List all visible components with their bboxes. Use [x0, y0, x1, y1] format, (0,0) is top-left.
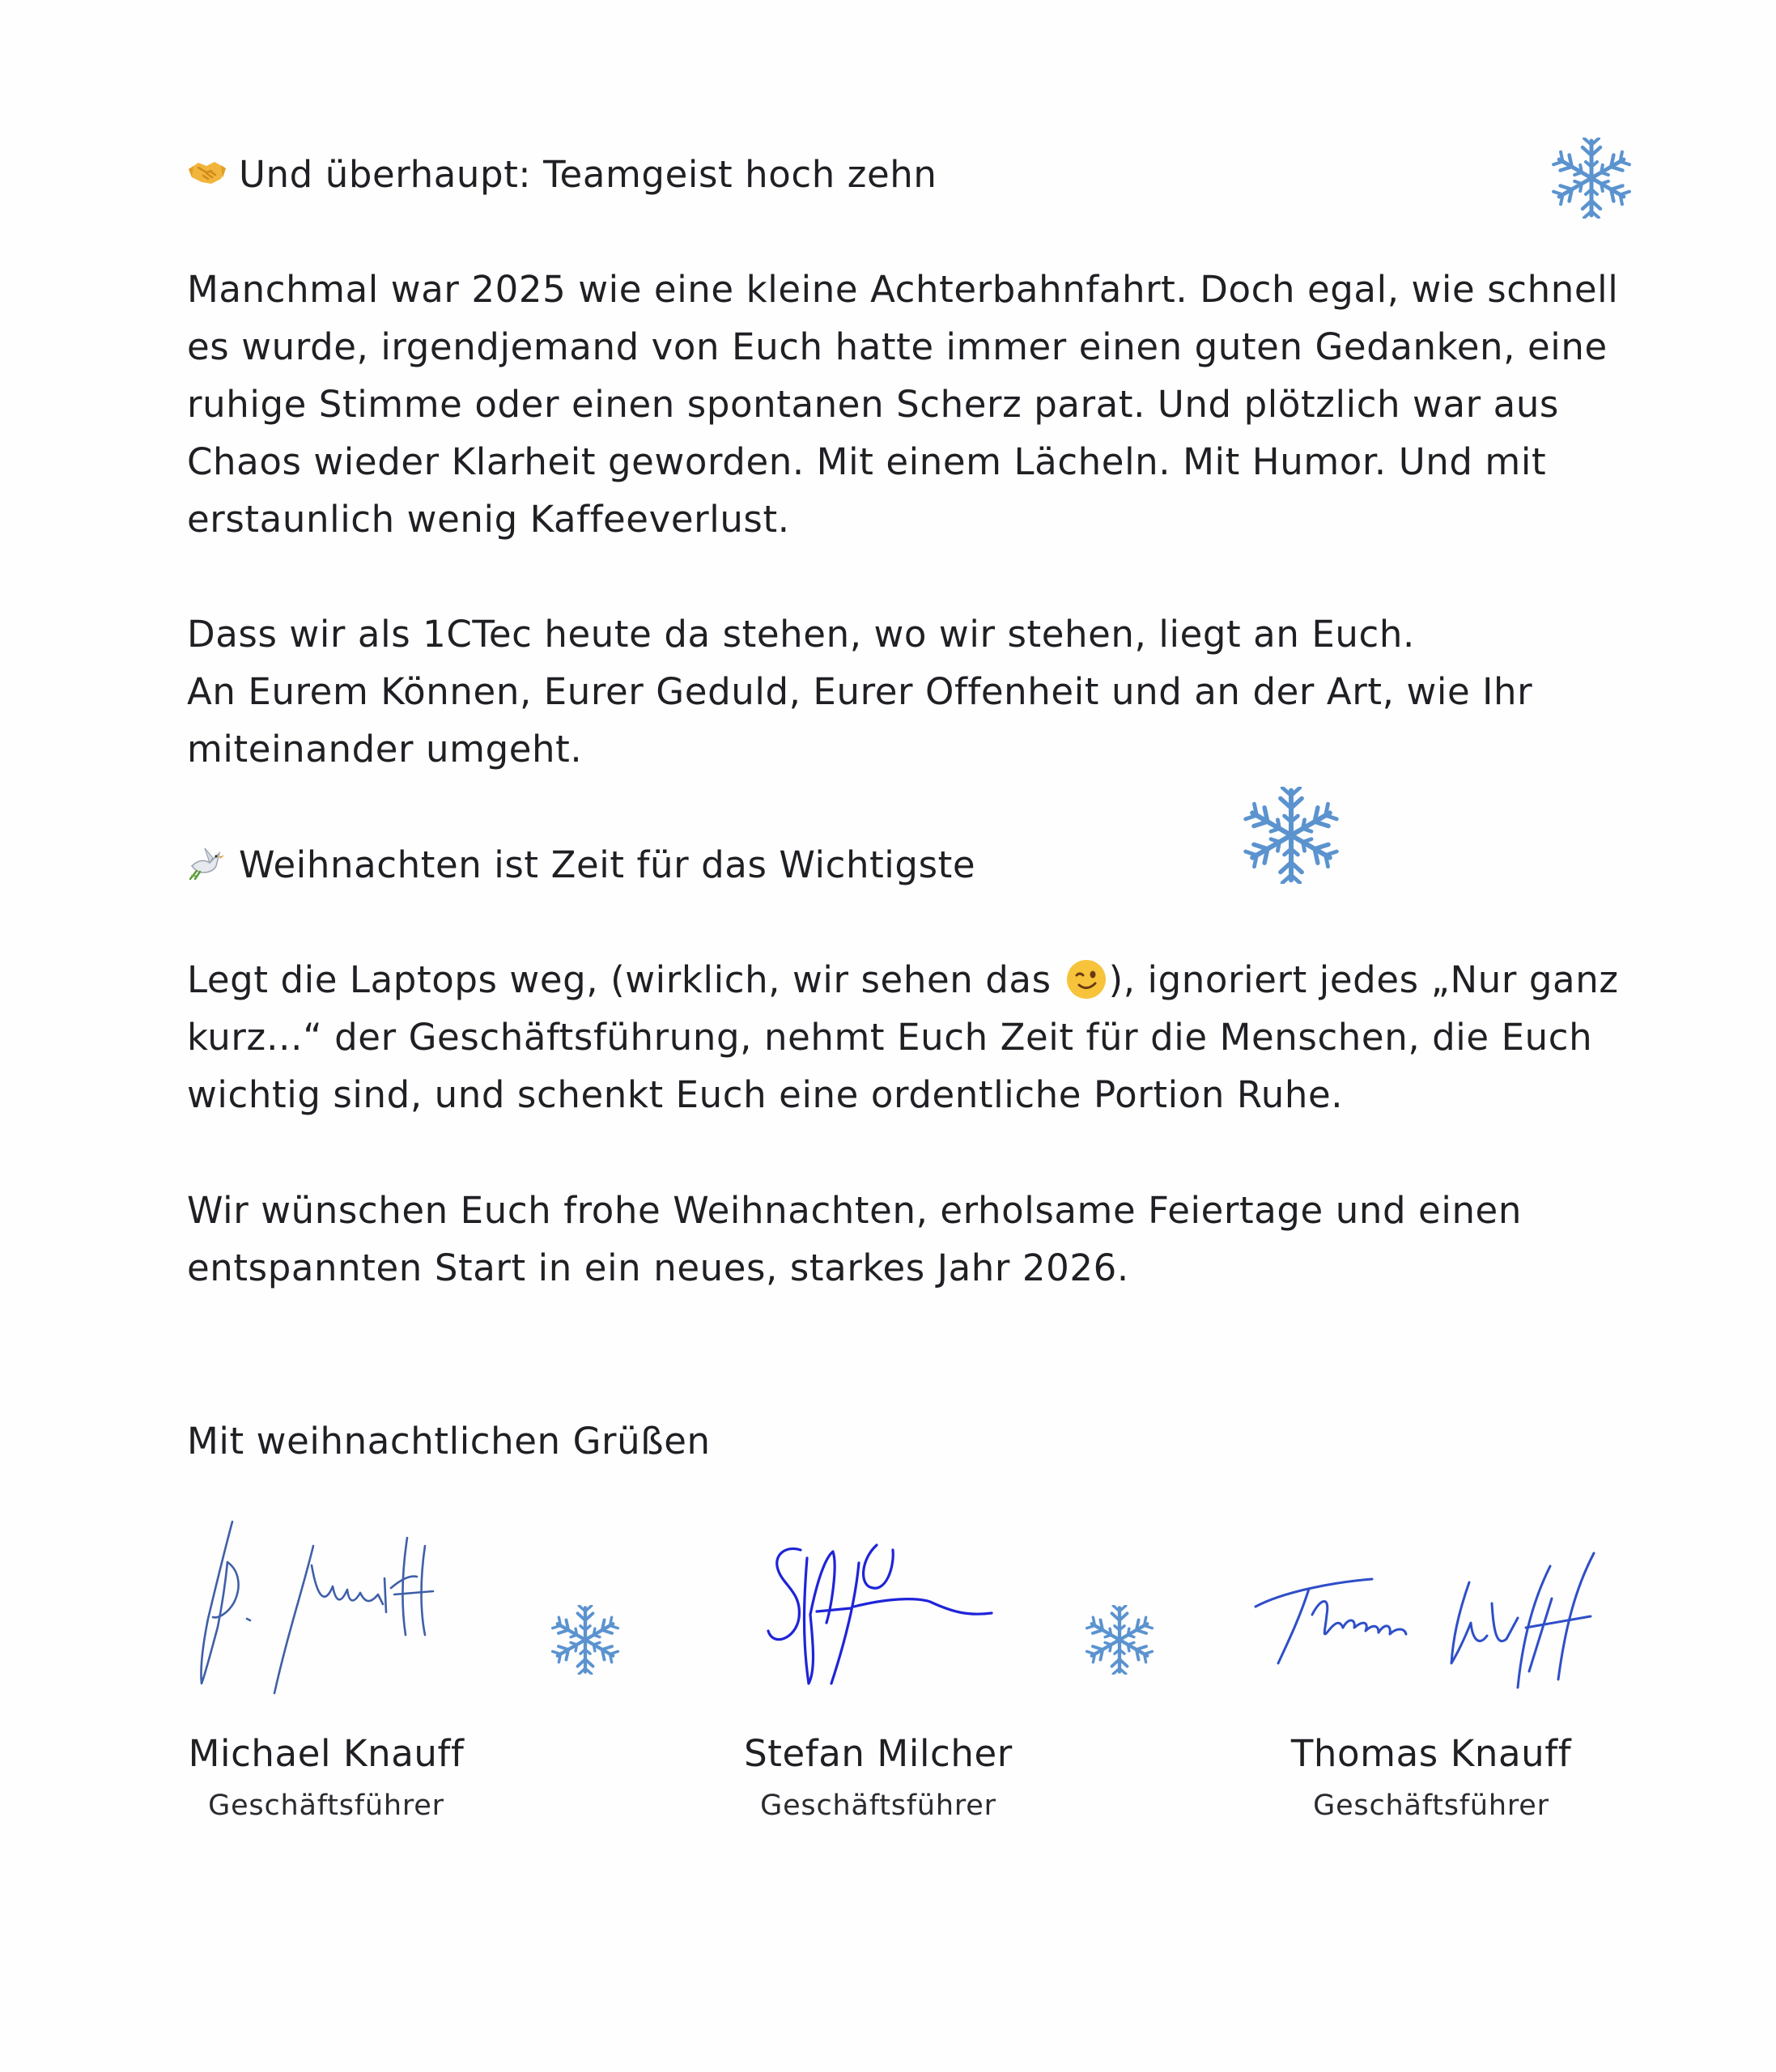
closing-greeting: Mit weihnachtlichen Grüßen — [187, 1420, 711, 1463]
paragraph-line: Dass wir als 1CTec heute da stehen, wo wir stehen, liegt an Euch. — [187, 613, 1415, 656]
section-heading-text: Und überhaupt: Teamgeist hoch zehn — [239, 153, 937, 196]
paragraph-line: ruhige Stimme oder einen spontanen Scherz parat. Und plötzlich war aus — [187, 383, 1559, 426]
paragraph-line — [187, 951, 1619, 1008]
paragraph-line: Chaos wieder Klarheit geworden. Mit einem Lächeln. Mit Humor. Und mit — [187, 440, 1547, 483]
paragraph-line: Manchmal war 2025 wie eine kleine Achterbahnfahrt. Doch egal, wie schnell — [187, 268, 1619, 311]
paragraph-line: es wurde, irgendjemand von Euch hatte immer einen guten Gedanken, eine — [187, 325, 1608, 368]
paragraph-line: An Eurem Können, Eurer Geduld, Eurer Offenheit und an der Art, wie Ihr — [187, 670, 1533, 713]
signatory-role: Geschäftsführer — [760, 1790, 996, 1822]
snowflake-icon — [1243, 787, 1340, 884]
paragraph-line: miteinander umgeht. — [187, 728, 583, 771]
paragraph-line: erstaunlich wenig Kaffeeverlust. — [187, 498, 790, 541]
snowflake-icon — [1085, 1605, 1154, 1675]
section-heading-teamgeist — [187, 146, 937, 203]
dove-icon — [187, 841, 227, 881]
paragraph-line: kurz…“ der Geschäftsführung, nehmt Euch Zeit für die Menschen, die Euch — [187, 1016, 1593, 1059]
winking-face-icon — [1065, 958, 1107, 1000]
signature-thomas-knauff — [1251, 1550, 1615, 1696]
paragraph-text: Legt die Laptops weg, (wirklich, wir sehen das — [187, 958, 1064, 1001]
paragraph-line: entspannten Start in ein neues, starkes Jahr 2026. — [187, 1246, 1129, 1289]
snowflake-icon — [550, 1605, 620, 1675]
signature-michael-knauff — [190, 1514, 457, 1708]
section-heading-text: Weihnachten ist Zeit für das Wichtigste — [239, 843, 976, 886]
signatory-name: Thomas Knauff — [1290, 1732, 1572, 1775]
paragraph-line: Wir wünschen Euch frohe Weihnachten, erholsame Feiertage und einen — [187, 1189, 1522, 1232]
signatory-name: Michael Knauff — [188, 1732, 465, 1775]
signature-stefan-milcher — [757, 1534, 1016, 1696]
section-heading-weihnachten — [187, 836, 975, 894]
signatory-role: Geschäftsführer — [208, 1790, 444, 1822]
paragraph-text: ), ignoriert jedes „Nur ganz — [1108, 958, 1619, 1001]
snowflake-icon — [1551, 138, 1632, 219]
paragraph-line: wichtig sind, und schenkt Euch eine ordentliche Portion Ruhe. — [187, 1073, 1344, 1116]
signatory-role: Geschäftsführer — [1313, 1790, 1549, 1822]
handshake-icon — [187, 151, 227, 191]
signatory-name: Stefan Milcher — [744, 1732, 1013, 1775]
